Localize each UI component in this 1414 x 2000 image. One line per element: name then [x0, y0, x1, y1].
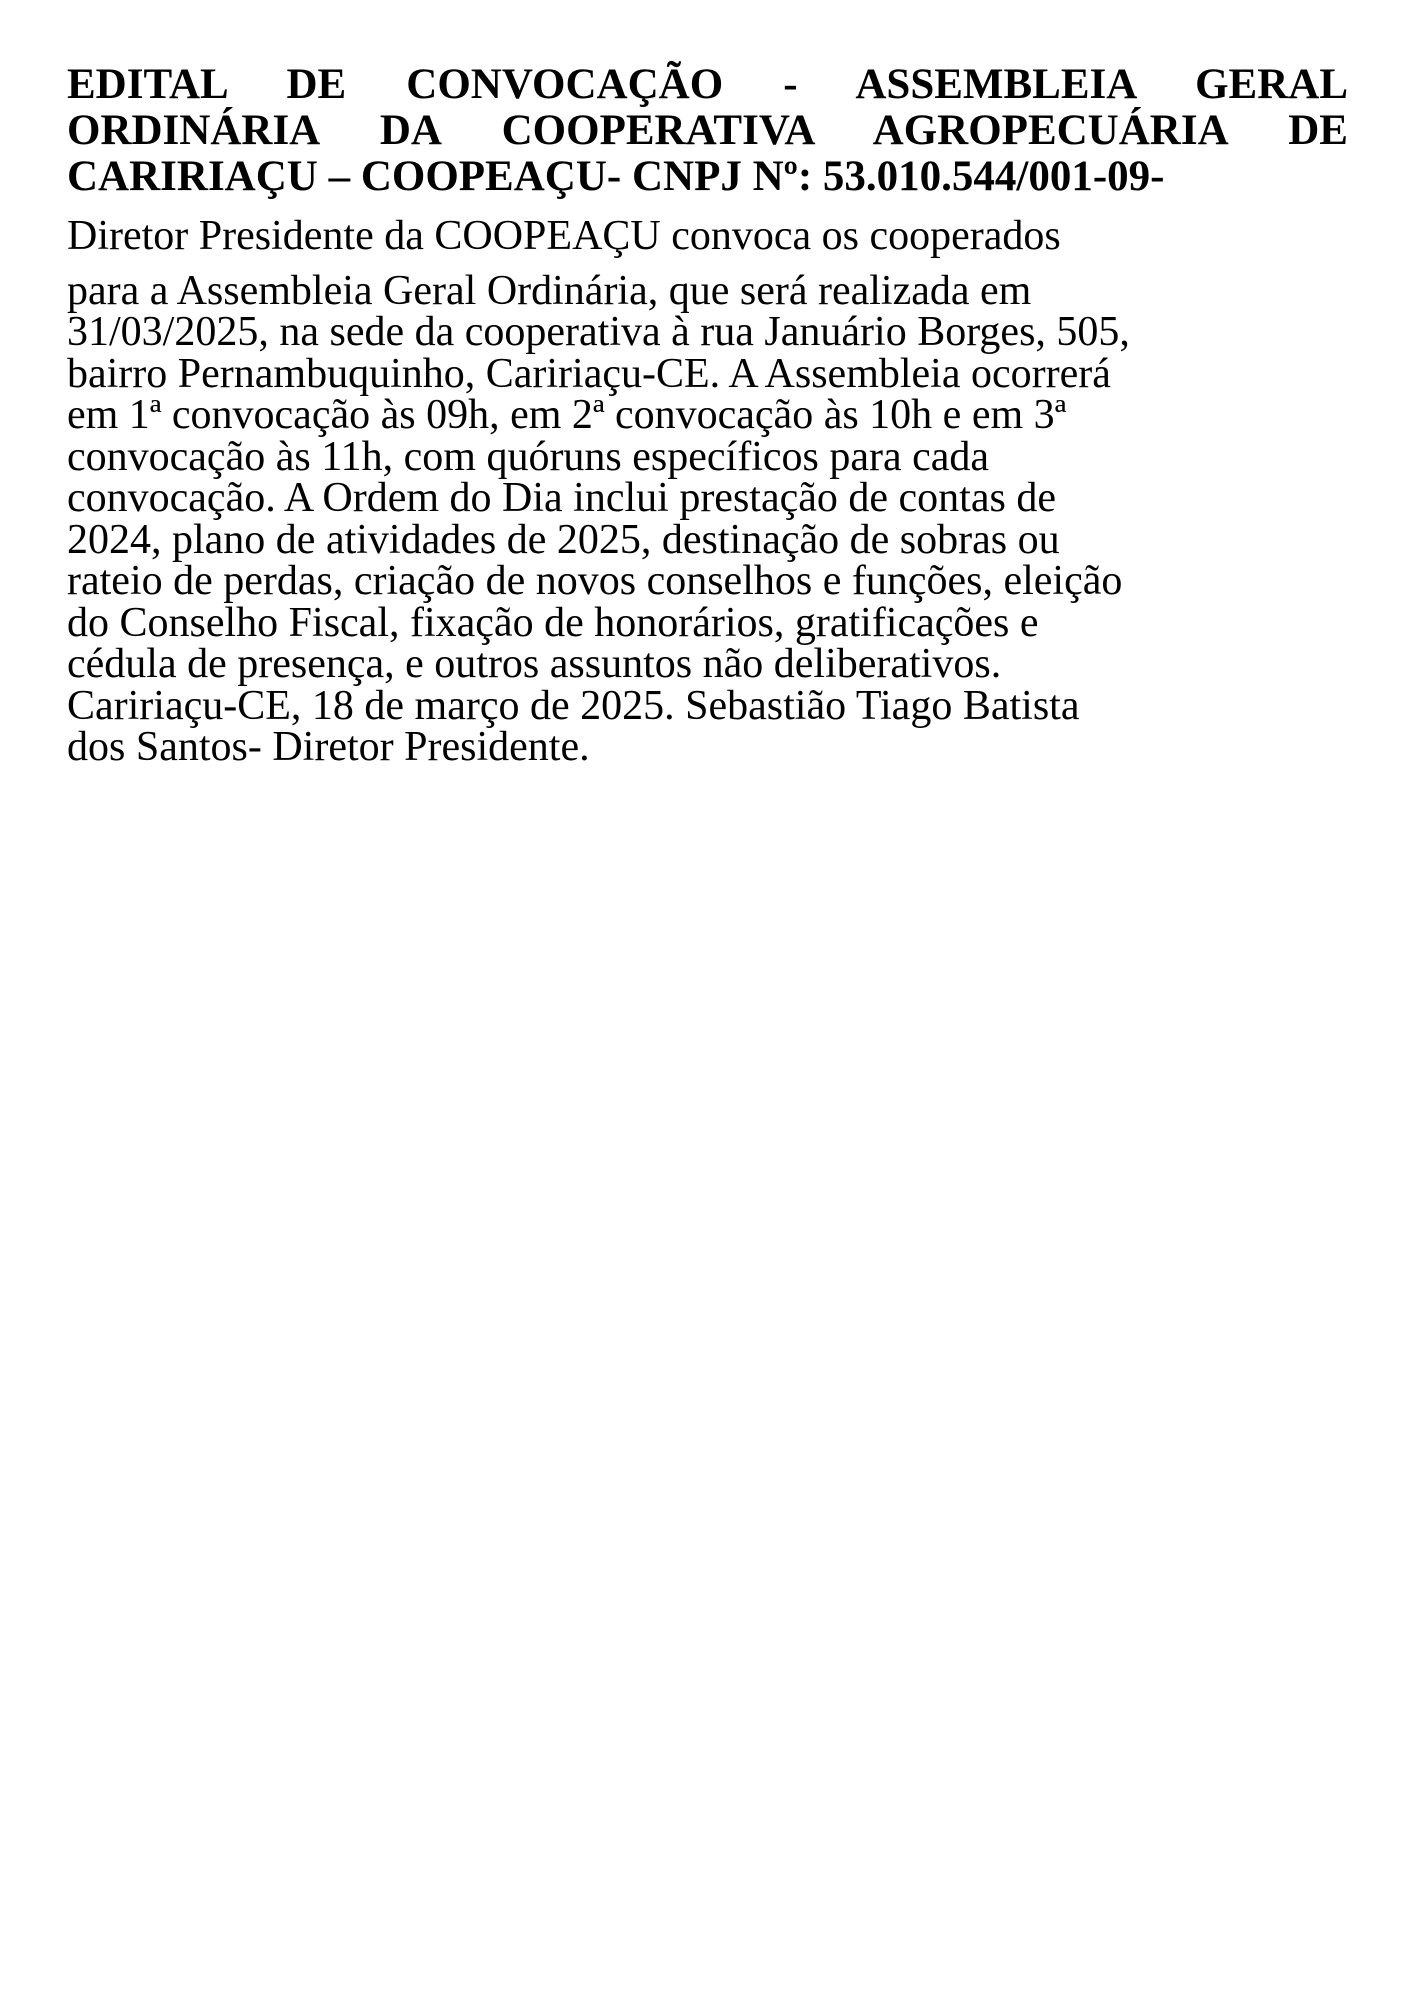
edital-title — [67, 62, 1348, 200]
body-line-5: em 1ª convocação às 09h, em 2ª convocação às 10h e em 3ª — [67, 392, 1067, 438]
body-line-13: dos Santos- Diretor Presidente. — [67, 724, 590, 770]
body-line-1: Diretor Presidente da COOPEAÇU convoca os cooperados — [67, 213, 1061, 259]
body-line-7: convocação. A Ordem do Dia inclui prestação de contas de — [67, 475, 1056, 521]
body-line-10: do Conselho Fiscal, fixação de honorários, gratificações e — [67, 599, 1039, 646]
body-line-2: para a Assembleia Geral Ordinária, que será realizada em — [67, 267, 1032, 314]
title-line-3: CARIRIAÇU – COOPEAÇU- CNPJ Nº: 53.010.544/001-09- — [67, 153, 1165, 200]
body-line-3: 31/03/2025, na sede da cooperativa à rua Januário Borges, 505, — [67, 309, 1130, 355]
body-line-12: Caririaçu-CE, 18 de março de 2025. Sebastião Tiago Batista — [67, 682, 1080, 729]
title-line-2: ORDINÁRIA DA COOPERATIVA AGROPECUÁRIA DE — [67, 107, 1348, 154]
body-line-4: bairro Pernambuquinho, Caririaçu-CE. A Assembleia ocorrerá — [67, 350, 1111, 397]
title-line-1: EDITAL DE CONVOCAÇÃO - ASSEMBLEIA GERAL — [67, 61, 1348, 108]
edital-body — [67, 213, 1348, 770]
body-line-9: rateio de perdas, criação de novos conselhos e funções, eleição — [67, 558, 1123, 604]
body-line-11: cédula de presença, e outros assuntos não deliberativos. — [67, 641, 1002, 687]
document-page — [67, 62, 1348, 769]
body-line-8: 2024, plano de atividades de 2025, destinação de sobras ou — [67, 516, 1060, 563]
body-line-6: convocação às 11h, com quóruns específicos para cada — [67, 433, 990, 480]
